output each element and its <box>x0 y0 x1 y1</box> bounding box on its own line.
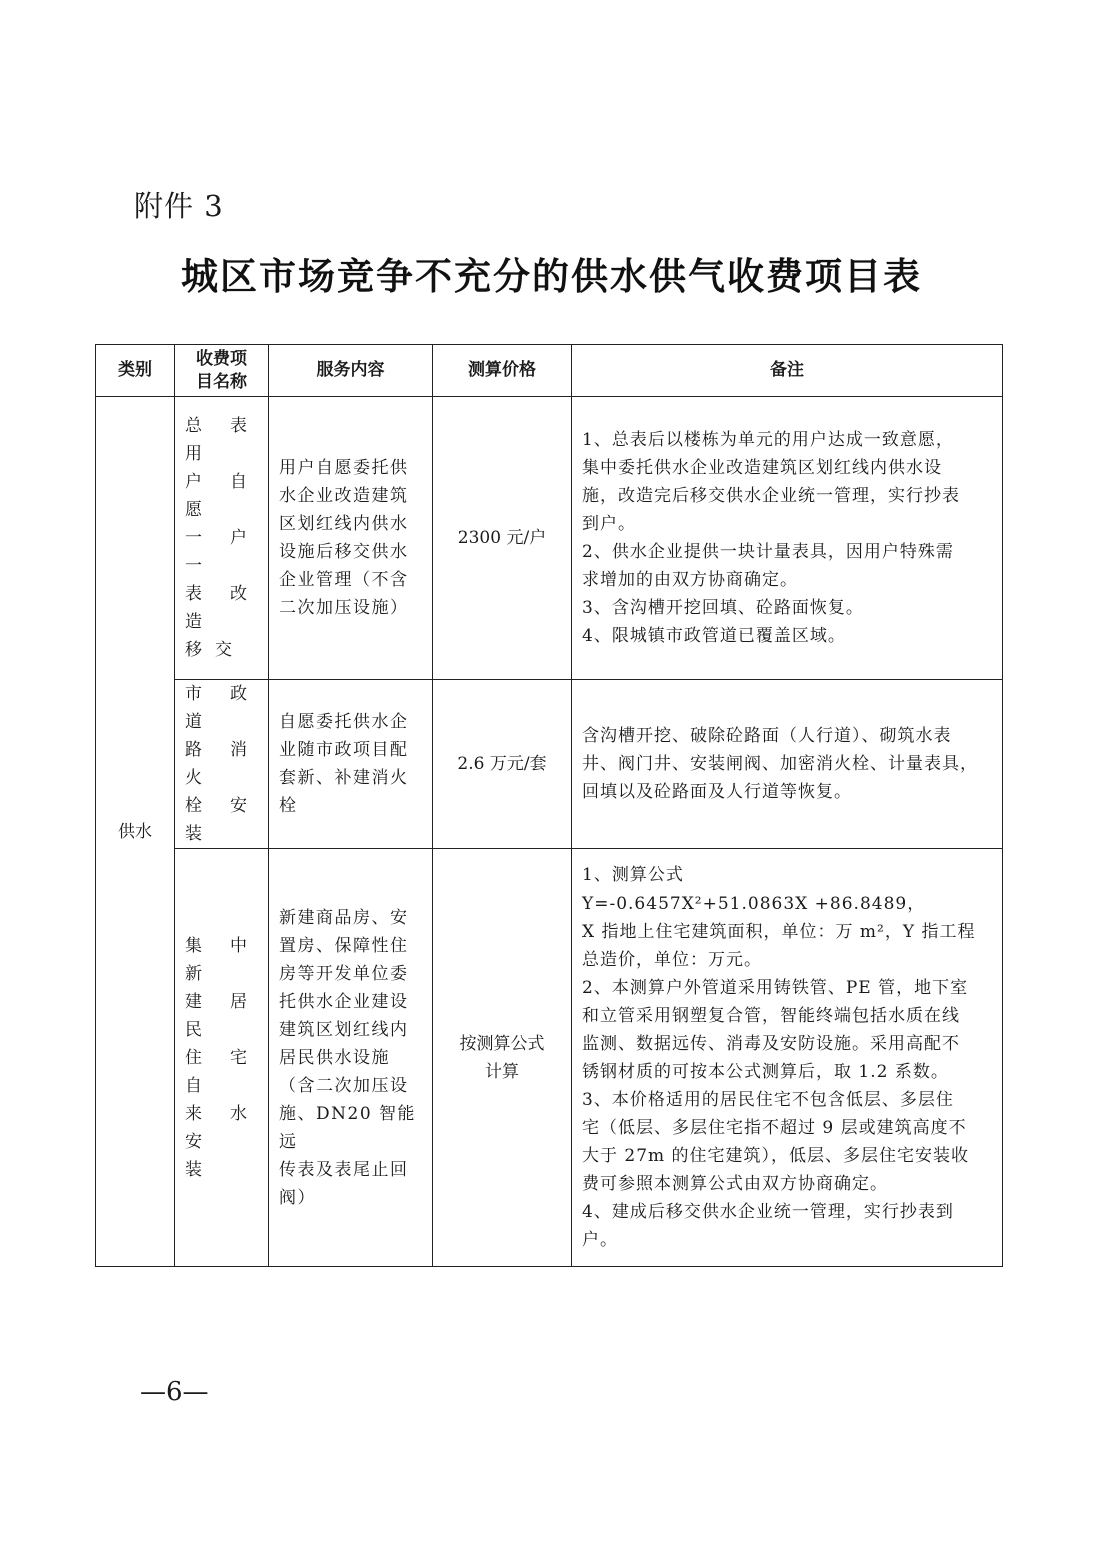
category-cell: 供水 <box>96 397 175 1267</box>
item-name-cell: 市政道 路消火 栓安装 <box>175 680 269 849</box>
header-item-name: 收费项 目名称 <box>175 345 269 397</box>
item-name-cell: 集中新 建居民 住宅自 来水安 装 <box>175 849 269 1267</box>
table-header-row <box>96 345 1003 397</box>
service-cell: 自愿委托供水企 业随市政项目配 套新、补建消火 栓 <box>269 680 433 849</box>
header-category: 类别 <box>96 345 175 397</box>
service-cell: 用户自愿委托供 水企业改造建筑 区划红线内供水 设施后移交供水 企业管理（不含 二次加压设施） <box>269 397 433 680</box>
table-row <box>96 397 1003 680</box>
header-price: 测算价格 <box>433 345 572 397</box>
document-title: 城区市场竞争不充分的供水供气收费项目表 <box>181 255 922 298</box>
service-cell: 新建商品房、安 置房、保障性住 房等开发单位委 托供水企业建设 建筑区划红线内 居民供水设施 （含二次加压设 施、DN20 智能远 传表及表尾止回 阀） <box>269 849 433 1267</box>
page-number: —6— <box>140 1377 209 1407</box>
notes-cell: 含沟槽开挖、破除砼路面（人行道）、砌筑水表 井、阀门井、安装闸阀、加密消火栓、计量表具， 回填以及砼路面及人行道等恢复。 <box>572 680 1003 849</box>
notes-cell: 1、测算公式 Y=-0.6457X²+51.0863X +86.8489， X 指地上住宅建筑面积，单位：万 m²，Y 指工程 总造价，单位：万元。 2、本测算户外管道采用铸铁管、PE 管，地下室 和立管采用钢塑复合管，智能终端包括水质在线 监测、数据远传、消毒及安防设施。采用高配不 锈钢材质的可按本公式测算后，取 1.2 系数。 3、本价格适用的居民住宅不包含低层、多层住 宅（低层、多层住宅指不超过 9 层或建筑高度不 大于 27m 的住宅建筑），低层、多层住宅安装收 费可参照本测算公式由双方协商确定。 4、建成后移交供水企业统一管理，实行抄表到 户。 <box>572 849 1003 1267</box>
attachment-label: 附件 3 <box>134 189 224 223</box>
item-name-cell: 总表用 户自愿 一户一 表改造 移交 <box>175 397 269 680</box>
price-cell: 2300 元/户 <box>433 397 572 680</box>
fee-items-table <box>95 344 1003 1267</box>
header-service: 服务内容 <box>269 345 433 397</box>
table-row <box>96 849 1003 1267</box>
price-cell: 按测算公式 计算 <box>433 849 572 1267</box>
notes-cell: 1、总表后以楼栋为单元的用户达成一致意愿， 集中委托供水企业改造建筑区划红线内供水设 施，改造完后移交供水企业统一管理，实行抄表 到户。 2、供水企业提供一块计量表具，因用户特殊需 求增加的由双方协商确定。 3、含沟槽开挖回填、砼路面恢复。 4、限城镇市政管道已覆盖区域。 <box>572 397 1003 680</box>
header-notes: 备注 <box>572 345 1003 397</box>
price-cell: 2.6 万元/套 <box>433 680 572 849</box>
table-row <box>96 680 1003 849</box>
